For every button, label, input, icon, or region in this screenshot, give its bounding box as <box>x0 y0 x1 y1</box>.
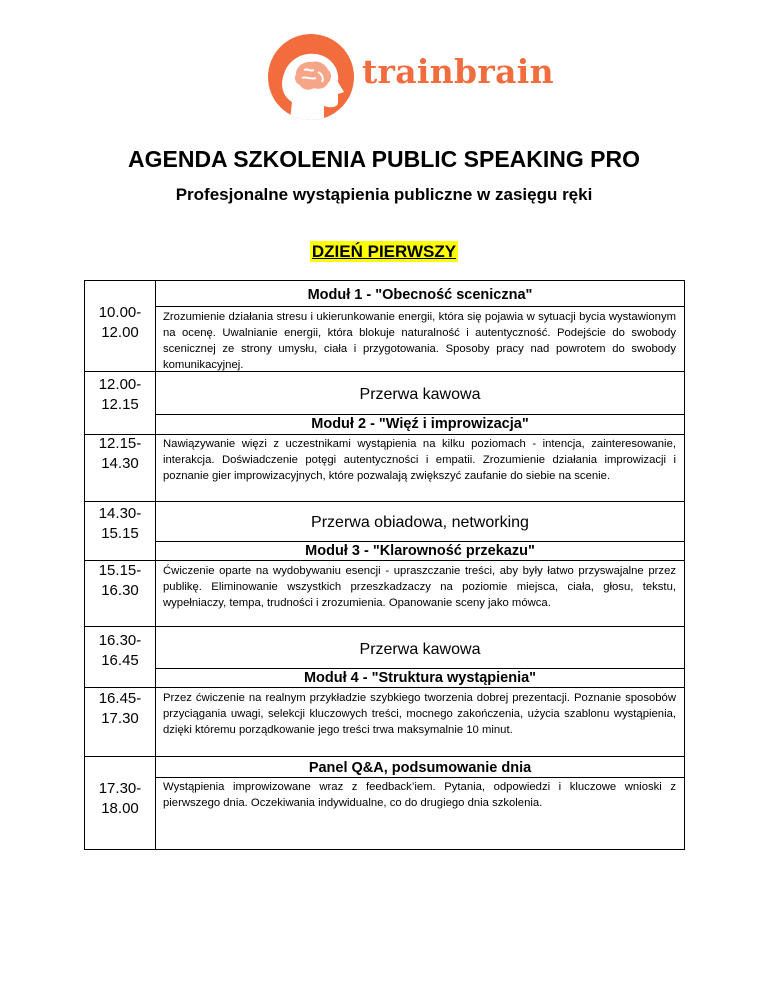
row-divider <box>85 626 684 627</box>
time-slot-7 <box>85 689 155 729</box>
row-divider <box>85 371 684 372</box>
time-start: 10.00- <box>98 304 142 321</box>
time-end: 14.30 <box>101 455 139 472</box>
divider <box>156 777 684 778</box>
time-start: 12.00- <box>98 376 142 393</box>
module-3-description: Ćwiczenie oparte na wydobywaniu esencji - upraszczanie treści, aby były łatwo przyswajalne przez publikę. Eliminowanie wszystkich przeszkadzaczy na poziomie miejsca, ciała, głosu, tekstu, wypełniaczy, tempa, trudności i zrozumienia. Opanowanie sceny jako mówca. <box>163 565 676 609</box>
brand-name: trainbrain <box>362 52 554 91</box>
qa-panel-title: Panel Q&A, podsumowanie dnia <box>308 760 532 776</box>
time-end: 12.00 <box>101 324 139 341</box>
day-heading <box>0 242 768 262</box>
break-2: Przerwa obiadowa, networking <box>311 514 529 531</box>
module-2-title: Moduł 2 - "Więź i improwizacja" <box>311 416 529 432</box>
module-2-description: Nawiązywanie więzi z uczestnikami wystąpienia na kilku poziomach - intencja, zainteresowanie, interakcja. Doświadczenie potęgi autentyczności i empatii. Zrozumienie działania improwizacji i poznanie gier improwizacyjnych, które pozwalają zwiększyć zaufanie do siebie na scenie. <box>163 438 676 482</box>
row-divider <box>85 560 684 561</box>
module-1-title: Moduł 1 - "Obecność sceniczna" <box>307 287 533 303</box>
time-end: 16.45 <box>101 652 139 669</box>
break-3: Przerwa kawowa <box>359 641 481 658</box>
module-4-description: Przez ćwiczenie na realnym przykładzie szybkiego tworzenia dobrej prezentacji. Poznanie sposobów przyciągania uwagi, selekcji kluczowych treści, mocnego zakończenia, użycia szablonu wystąpienia, dzięki któremu porządkowanie jego treści trwa maksymalnie 10 minut. <box>163 692 676 736</box>
head-brain-icon <box>268 34 354 120</box>
time-start: 17.30- <box>98 780 142 797</box>
time-start: 12.15- <box>98 435 142 452</box>
module-3-title: Moduł 3 - "Klarowność przekazu" <box>305 543 535 559</box>
qa-panel-description: Wystąpienia improwizowane wraz z feedback’iem. Pytania, odpowiedzi i kluczowe wnioski z pierwszego dnia. Oczekiwania indywidualne, co do drugiego dnia szkolenia. <box>163 781 676 809</box>
time-slot-2 <box>85 375 155 415</box>
module-4-title: Moduł 4 - "Struktura wystąpienia" <box>303 670 537 686</box>
time-end: 15.15 <box>101 525 139 542</box>
row-divider <box>85 434 684 435</box>
row-divider <box>85 687 684 688</box>
break-1: Przerwa kawowa <box>359 386 481 403</box>
time-start: 14.30- <box>98 505 142 522</box>
time-slot-6 <box>85 631 155 671</box>
time-slot-5 <box>85 561 155 601</box>
time-end: 12.15 <box>101 396 139 413</box>
time-end: 16.30 <box>101 582 139 599</box>
time-slot-8 <box>85 779 155 819</box>
time-slot-3 <box>85 434 155 474</box>
module-1-description: Zrozumienie działania stresu i ukierunkowanie energii, która się pojawia w sytuacji bycia wystawionym na ocenę. Uwalnianie energii, która blokuje naturalność i autentyczność. Podejście do swobody scenicznej ze strony umysłu, ciała i przygotowania. Sposoby pracy nad powrotem do swobody komunikacyjnej. <box>163 311 676 371</box>
time-slot-1 <box>85 303 155 343</box>
time-end: 18.00 <box>101 800 139 817</box>
time-end: 17.30 <box>101 710 139 727</box>
agenda-table <box>84 280 685 850</box>
row-divider <box>85 501 684 502</box>
divider <box>156 306 684 307</box>
row-divider <box>85 756 684 757</box>
trainbrain-logo <box>268 34 554 120</box>
time-start: 15.15- <box>98 562 142 579</box>
day-label: DZIEŃ PIERWSZY <box>311 242 457 261</box>
time-start: 16.45- <box>98 690 142 707</box>
time-slot-4 <box>85 504 155 544</box>
page-title: AGENDA SZKOLENIA PUBLIC SPEAKING PRO <box>128 146 640 172</box>
time-start: 16.30- <box>98 632 142 649</box>
page-subtitle: Profesjonalne wystąpienia publiczne w zasięgu ręki <box>175 185 593 204</box>
